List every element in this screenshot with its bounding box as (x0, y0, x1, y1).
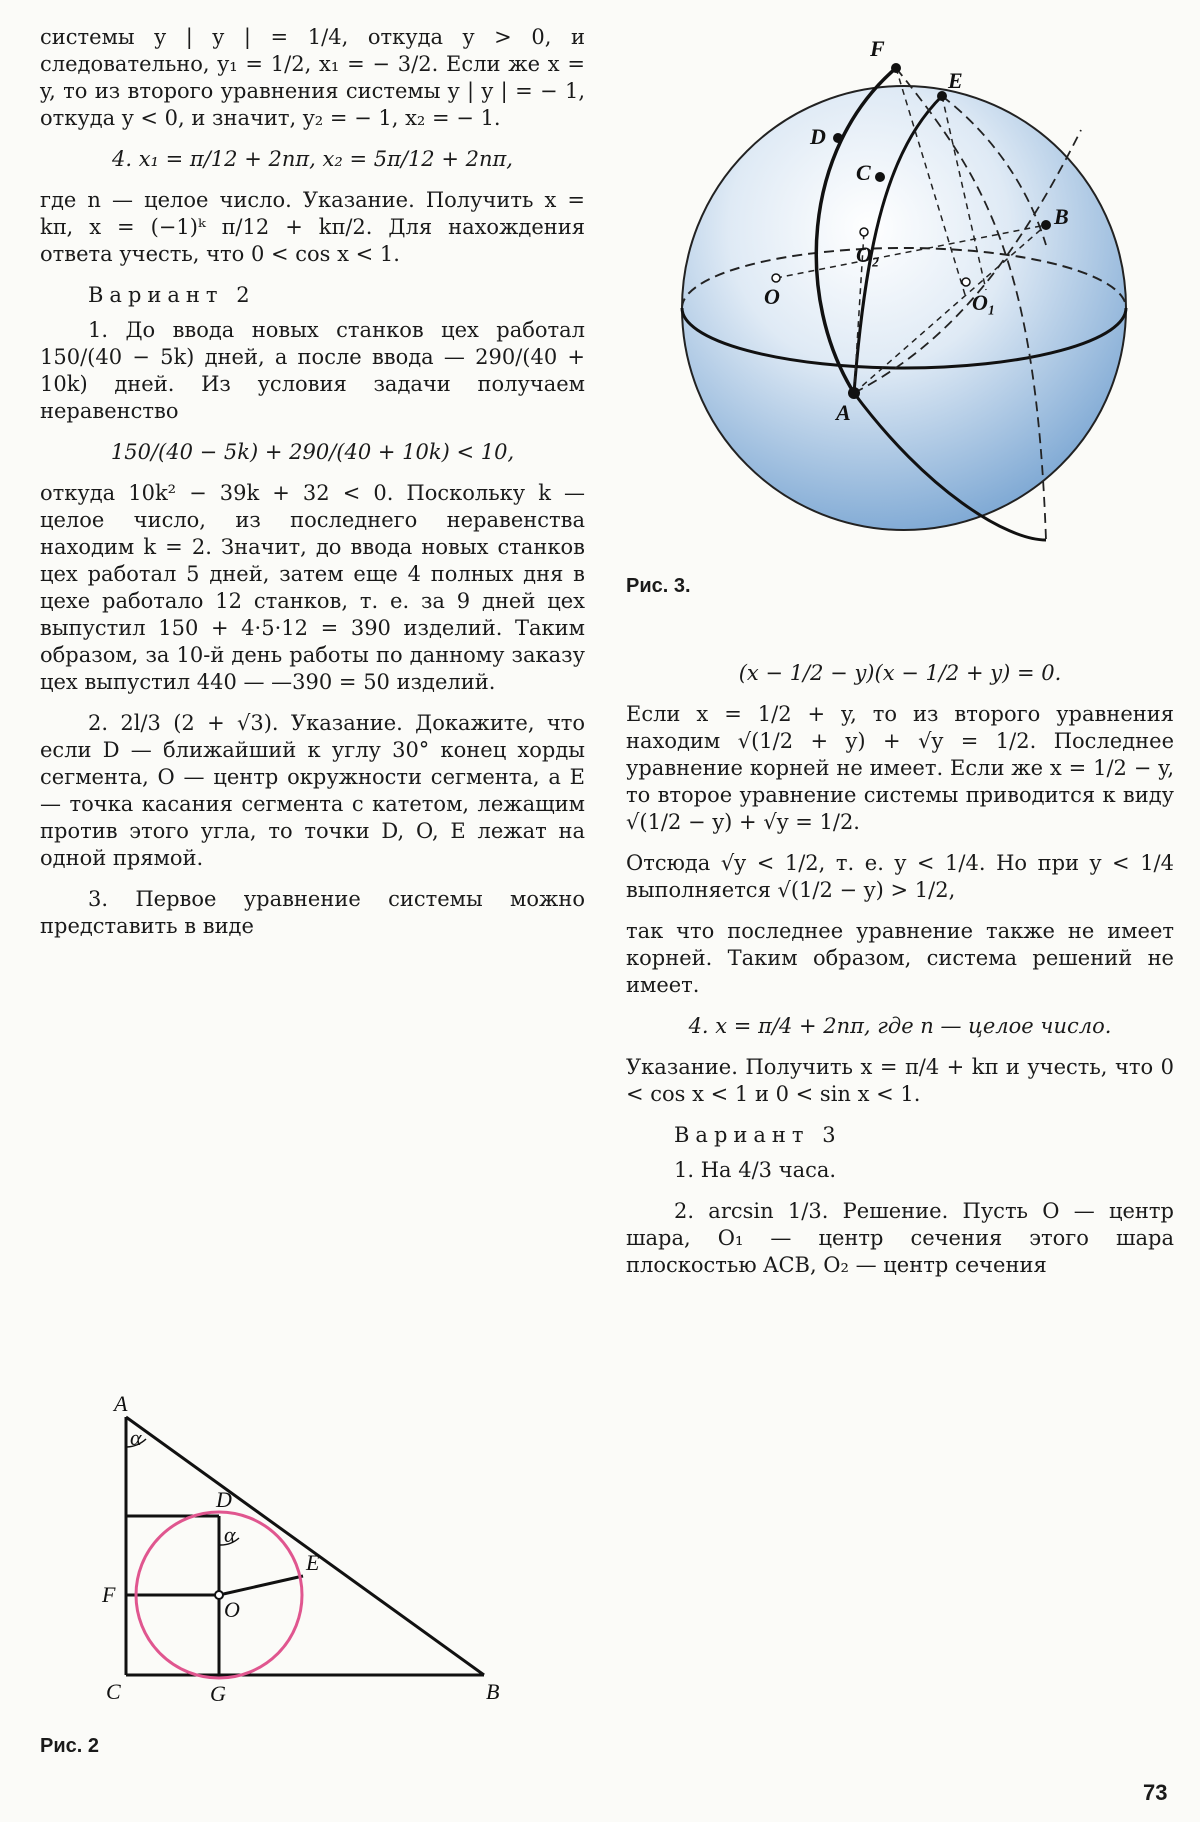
paragraph: так что последнее уравнение также не имеет корней. Таким образом, система решений не имеет. (626, 919, 1174, 997)
paragraph: 2. 2l/3 (2 + √3). Указание. Докажите, что если D — ближайший к углу 30° конец хорды сегмента, O — центр окружности сегмента, а E — точка касания сегмента с катетом, лежащим против этого угла, то точки D, O, E лежат на одной прямой. (40, 711, 585, 870)
line-oe (219, 1576, 303, 1595)
paragraph: системы y | y | = 1/4, откуда y > 0, и следовательно, y₁ = 1/2, x₁ = − 3/2. Если же x = y, то из второго уравнения системы y | y | = − 1, откуда y < 0, и значит, y₂ = − 1, x₂ = − 1. (40, 25, 585, 130)
triangle-diagram (40, 1395, 540, 1765)
paragraph: Отсюда √y < 1/2, т. е. y < 1/4. Но при y < 1/4 выполняется √(1/2 − y) > 1/2, (626, 851, 1174, 902)
label-c: C (106, 1679, 121, 1704)
point-b (1041, 220, 1051, 230)
point-d (833, 133, 843, 143)
section-heading: Вариант 2 (88, 283, 256, 307)
paragraph: 1. До ввода новых станков цех работал 150/(40 − 5k) дней, а после ввода — 290/(40 + 10k) дней. Из условия задачи получаем неравенство (40, 318, 585, 423)
label-e: E (948, 68, 963, 93)
paragraph: 2. arcsin 1/3. Решение. Пусть O — центр шара, O₁ — центр сечения этого шара плоскостью ACB, O₂ — центр сечения (626, 1199, 1174, 1277)
equation: (x − 1/2 − y)(x − 1/2 + y) = 0. (738, 661, 1062, 685)
point-c (875, 172, 885, 182)
point-o1 (962, 278, 970, 286)
point-o (772, 274, 780, 282)
right-column (626, 650, 1174, 1293)
label-a: A (836, 400, 851, 425)
left-column (40, 24, 585, 954)
label-g: G (210, 1681, 226, 1706)
paragraph: 3. Первое уравнение системы можно представить в виде (40, 887, 585, 938)
point-a (848, 387, 860, 399)
label-a: A (114, 1395, 128, 1416)
figure-caption: Рис. 3. (626, 575, 691, 597)
label-b: B (1054, 204, 1069, 229)
figure-caption: Рис. 2 (40, 1735, 99, 1757)
paragraph: откуда 10k² − 39k + 32 < 0. Поскольку k — целое число, из последнего неравенства находим k = 2. Значит, до ввода новых станков цех работал 5 дней, затем еще 4 полных дня в цехе работало 12 станков, т. е. за 9 дней цех выпустил 150 + 4·5·12 = 390 изделий. Таким образом, за 10-й день работы по данному заказу цех выпустил 440 — —390 = 50 изделий. (40, 481, 585, 694)
label-o1: O₁ (972, 290, 996, 315)
point-f (891, 63, 901, 73)
label-f: F (870, 36, 885, 61)
paragraph: Если x = 1/2 + y, то из второго уравнения находим √(1/2 + y) + √y = 1/2. Последнее уравнение корней не имеет. Если же x = 1/2 − y, то второе уравнение системы приводится к виду √(1/2 − y) + √y = 1/2. (626, 702, 1174, 834)
label-alpha: α (224, 1522, 236, 1547)
paragraph: Указание. Получить x = π/4 + kπ и учесть, что 0 < cos x < 1 и 0 < sin x < 1. (626, 1055, 1174, 1106)
label-o2: O₂ (856, 242, 880, 267)
center-point (215, 1591, 223, 1599)
figure-3 (626, 20, 1186, 610)
hypotenuse-ab (126, 1417, 484, 1675)
label-e: E (306, 1550, 320, 1575)
label-b: B (486, 1679, 500, 1704)
equation: 4. x₁ = π/12 + 2nπ, x₂ = 5π/12 + 2nπ, (112, 147, 513, 171)
label-d: D (810, 124, 826, 149)
paragraph: 1. На 4/3 часа. (674, 1158, 837, 1182)
sphere-diagram (626, 20, 1186, 580)
figure-2 (40, 1395, 540, 1765)
label-c: C (856, 160, 871, 185)
label-alpha: α (130, 1425, 142, 1450)
label-o: O (764, 284, 780, 309)
point-o2 (860, 228, 868, 236)
label-f: F (102, 1582, 116, 1607)
label-d: D (216, 1487, 232, 1512)
point-e (937, 91, 947, 101)
equation: 4. x = π/4 + 2nπ, где n — целое число. (688, 1014, 1112, 1038)
paragraph: где n — целое число. Указание. Получить x = kπ, x = (−1)ᵏ π/12 + kπ/2. Для нахождения ответа учесть, что 0 < cos x < 1. (40, 188, 585, 266)
section-heading: Вариант 3 (674, 1123, 842, 1147)
label-o: O (224, 1597, 240, 1622)
page-number: 73 (1143, 1780, 1168, 1805)
equation: 150/(40 − 5k) + 290/(40 + 10k) < 10, (110, 440, 515, 464)
